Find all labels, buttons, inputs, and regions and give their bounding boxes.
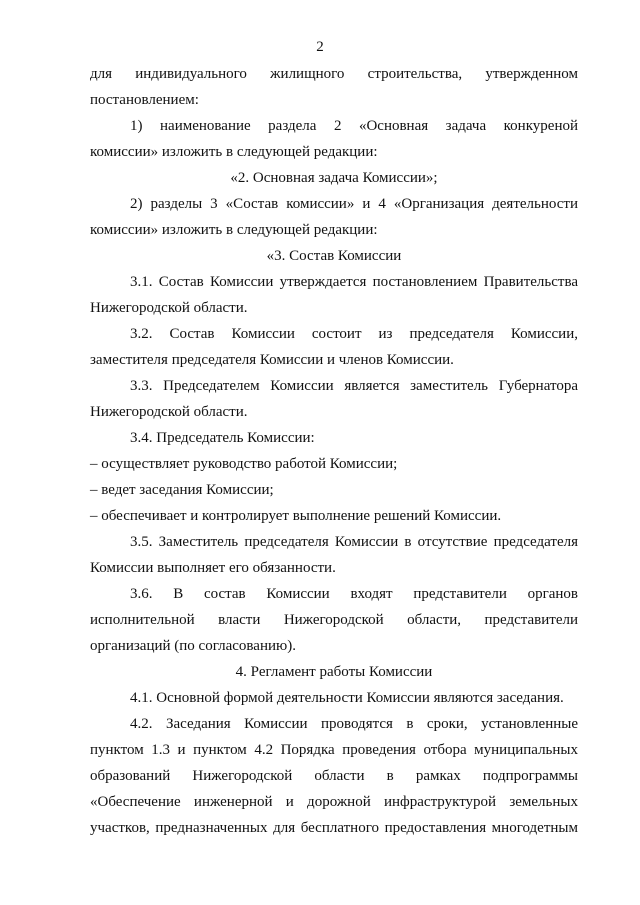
item-2-line-2: комиссии» изложить в следующей редакции: — [90, 222, 378, 238]
item-2-line-1: 2) разделы 3 «Состав комиссии» и 4 «Организация деятельности — [130, 196, 578, 212]
clause-3-1-line-2: Нижегородской области. — [90, 300, 248, 316]
paragraph-intro-line-2: постановлением: — [90, 92, 199, 108]
clause-3-3-line-2: Нижегородской области. — [90, 404, 248, 420]
clause-4-2-line-3: образований Нижегородской области в рамках подпрограммы — [90, 768, 578, 784]
section-heading-3: «3. Состав Комиссии — [266, 248, 402, 264]
document-body — [90, 61, 578, 841]
clause-3-6-line-1: 3.6. В состав Комиссии входят представители органов — [130, 586, 578, 602]
list-item-dash-1: – осуществляет руководство работой Комиссии; — [90, 456, 398, 472]
clause-3-2-line-1: 3.2. Состав Комиссии состоит из председателя Комиссии, — [130, 326, 578, 342]
list-item-dash-2: – ведет заседания Комиссии; — [90, 482, 274, 498]
item-1-line-1: 1) наименование раздела 2 «Основная задача конкуреной — [130, 118, 578, 134]
clause-3-3-line-1: 3.3. Председателем Комиссии является заместитель Губернатора — [130, 378, 578, 394]
clause-4-1: 4.1. Основной формой деятельности Комиссии являются заседания. — [130, 690, 564, 706]
page-number: 2 — [316, 39, 324, 55]
clause-4-2-line-2: пунктом 1.3 и пунктом 4.2 Порядка проведения отбора муниципальных — [90, 742, 578, 758]
clause-3-5-line-1: 3.5. Заместитель председателя Комиссии в отсутствие председателя — [130, 534, 578, 550]
clause-4-2-line-4: «Обеспечение инженерной и дорожной инфраструктурой земельных — [90, 794, 578, 810]
clause-3-5-line-2: Комиссии выполняет его обязанности. — [90, 560, 336, 576]
clause-3-6-line-3: организаций (по согласованию). — [90, 638, 296, 654]
section-heading-4: 4. Регламент работы Комиссии — [235, 664, 433, 680]
paragraph-intro-line-1: для индивидуального жилищного строительства, утвержденном — [90, 66, 578, 82]
clause-4-2-line-1: 4.2. Заседания Комиссии проводятся в сроки, установленные — [130, 716, 578, 732]
list-item-dash-3: – обеспечивает и контролирует выполнение решений Комиссии. — [90, 508, 502, 524]
clause-4-2-line-5: участков, предназначенных для бесплатного предоставления многодетным — [90, 820, 578, 836]
clause-3-6-line-2: исполнительной власти Нижегородской области, представители — [90, 612, 578, 628]
section-heading-2: «2. Основная задача Комиссии»; — [230, 170, 438, 186]
clause-3-1-line-1: 3.1. Состав Комиссии утверждается постановлением Правительства — [130, 274, 578, 290]
item-1-line-2: комиссии» изложить в следующей редакции: — [90, 144, 378, 160]
clause-3-2-line-2: заместителя председателя Комиссии и членов Комиссии. — [90, 352, 454, 368]
clause-3-4: 3.4. Председатель Комиссии: — [130, 430, 315, 446]
